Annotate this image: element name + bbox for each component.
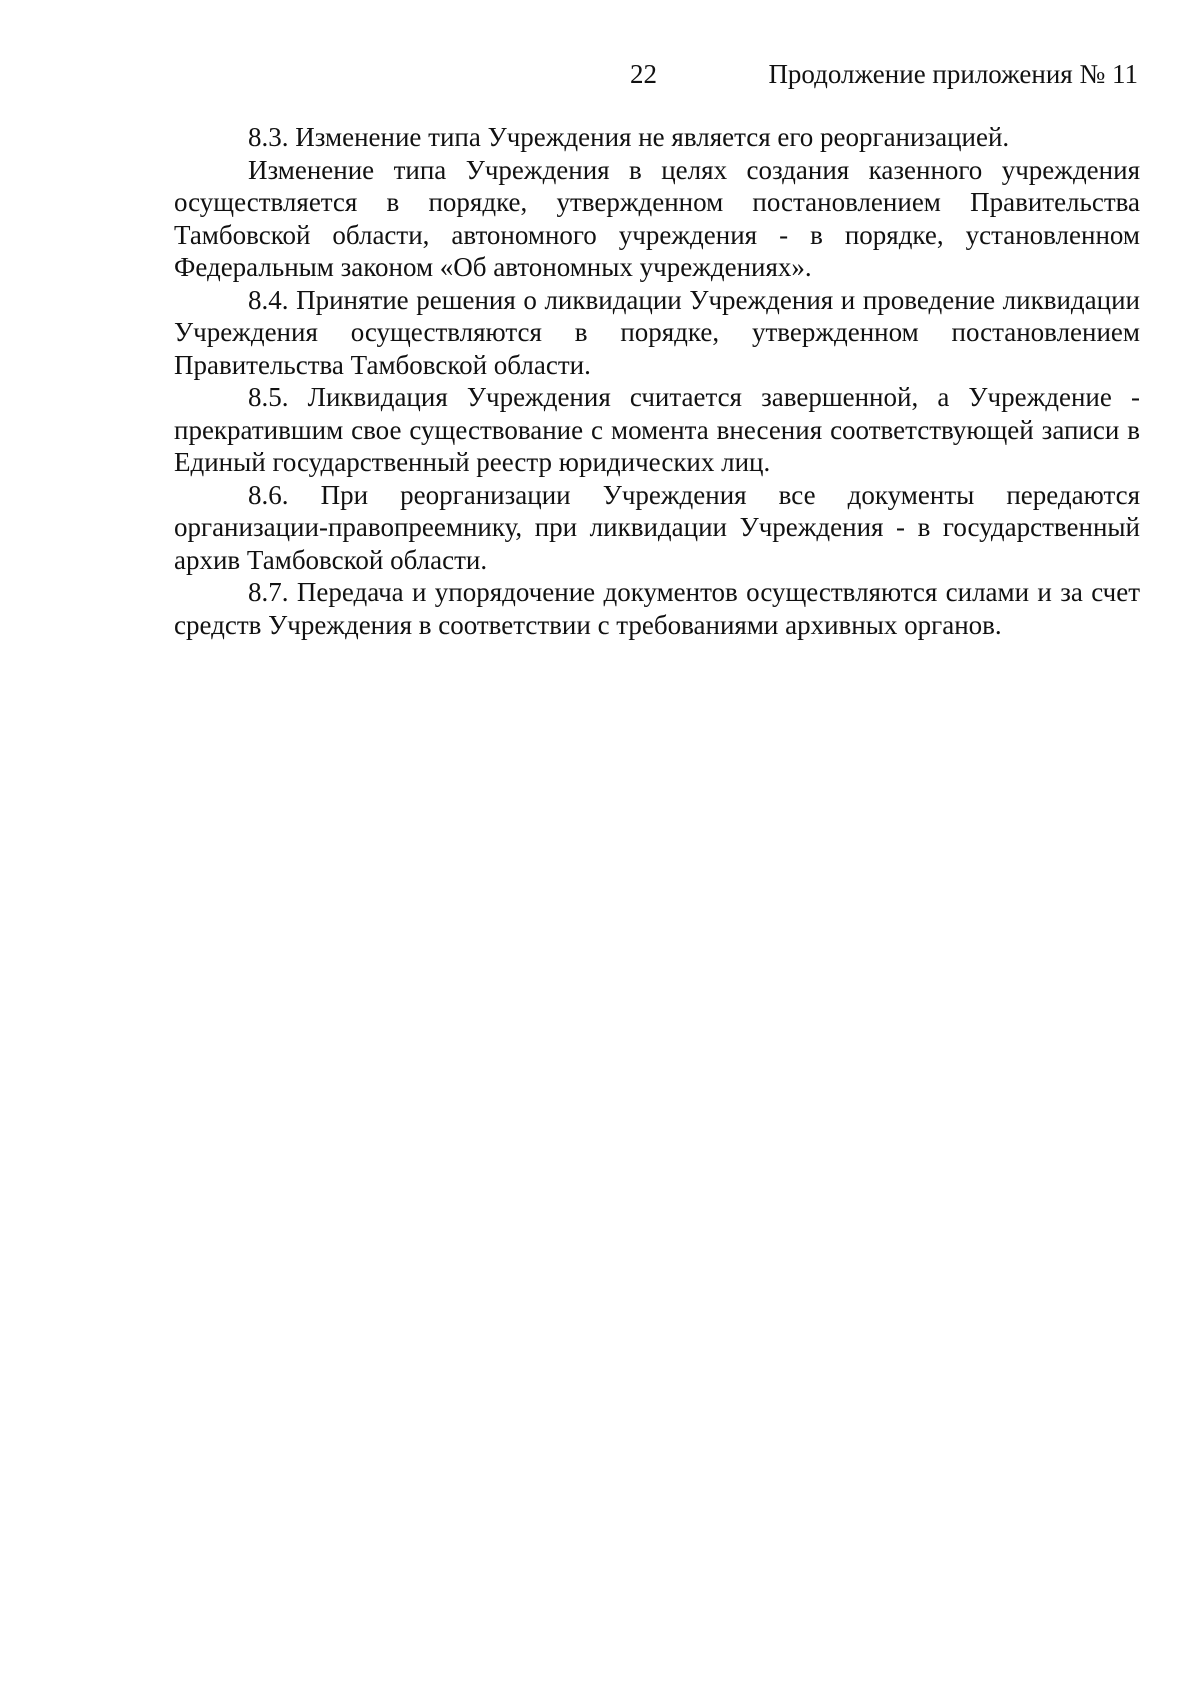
- paragraph-8-3: 8.3. Изменение типа Учреждения не является его реорганизацией.: [248, 122, 1010, 152]
- paragraph-8-5: 8.5. Ликвидация Учреждения считается завершенной, а Учреждение - прекратившим свое существование с момента внесения соответствующей записи в Единый государственный реестр юридических лиц.: [174, 382, 1140, 477]
- paragraph-8-6: 8.6. При реорганизации Учреждения все документы передаются организации-правопреемнику, при ликвидации Учреждения - в государственный архив Тамбовской области.: [174, 479, 1140, 575]
- appendix-continuation-note: Продолжение приложения № 11: [768, 59, 1138, 89]
- paragraph-8-4: 8.4. Принятие решения о ликвидации Учреждения и проведение ликвидации Учреждения осуществляются в порядке, утвержденном постановлением Правительства Тамбовской области.: [174, 284, 1140, 380]
- document-body: [174, 121, 1140, 641]
- paragraph-8-7: 8.7. Передача и упорядочение документов осуществляются силами и за счет средств Учреждения в соответствии с требованиями архивных органов.: [174, 577, 1140, 640]
- page-header: [0, 58, 1200, 98]
- page-number: 22: [630, 59, 657, 89]
- paragraph-type-change: Изменение типа Учреждения в целях создания казенного учреждения осуществляется в порядке, утвержденном постановлением Правительства Тамбовской области, автономного учреждения - в порядке, установленном Федеральным законом «Об автономных учреждениях».: [174, 154, 1140, 282]
